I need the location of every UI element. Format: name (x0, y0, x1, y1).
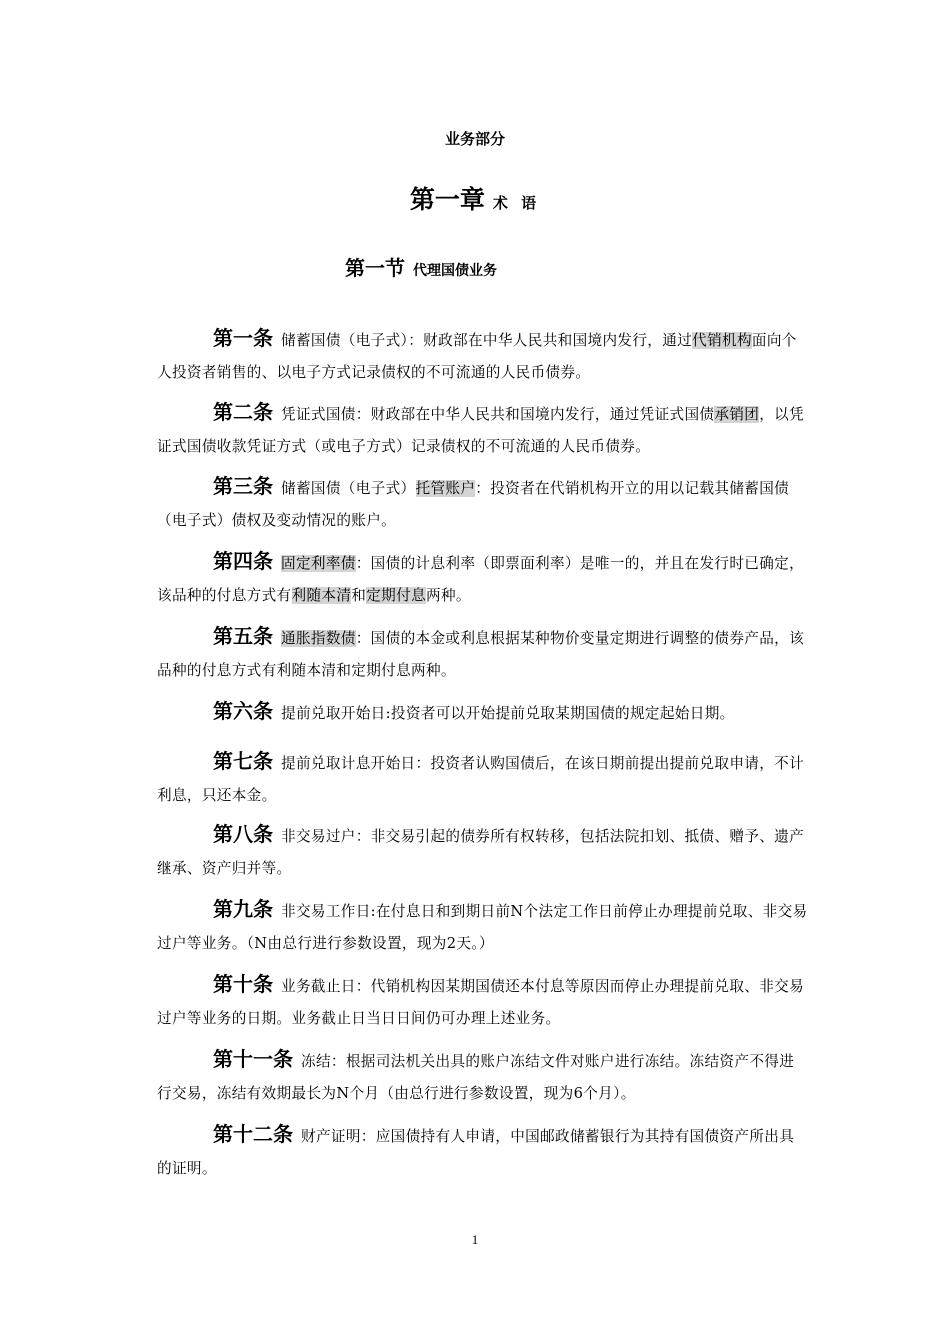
highlighted-term: 通胀指数债 (281, 630, 356, 647)
highlighted-term: 托管账户 (415, 480, 476, 497)
article-text: 冻结：根据司法机关出具的账户冻结文件对账户进行冻结。冻结资产不得进行交易，冻结有效期最长为N个月（由总行进行参数设置，现为6个月）。 (157, 1053, 795, 1102)
article-2 (157, 396, 809, 463)
article-text: ：国债的本金或利息根据某种物价变量定期进行调整的债券产品，该品种的付息方式有利随本清和定期付息两种。 (157, 630, 805, 679)
article-text: 两种。 (426, 587, 471, 604)
chapter-number: 第一章 (409, 185, 485, 214)
article-text: 业务截止日：代销机构因某期国债还本付息等原因而停止办理提前兑取、非交易过户等业务的日期。业务截止日当日日间仍可办理上述业务。 (157, 978, 805, 1027)
article-number: 第五条 (213, 624, 273, 648)
highlighted-term: 承销团 (714, 406, 760, 423)
highlighted-term: 定期付息 (366, 587, 427, 604)
article-text: 储蓄国债（电子式）：财政部在中华人民共和国境内发行，通过 (281, 332, 693, 349)
article-text: 面向个人投资者销售的、以电子方式记录债权的不可流通的人民币债券。 (157, 332, 797, 381)
article-text: ，以凭证式国债收款凭证方式（或电子方式）记录债权的不可流通的人民币债券。 (157, 406, 805, 455)
article-text: 财产证明：应国债持有人申请，中国邮政储蓄银行为其持有国债资产所出具的证明。 (157, 1128, 795, 1177)
article-text: 非交易工作日:在付息日和到期日前N个法定工作日前停止办理提前兑取、非交易过户等业务。（N由总行进行参数设置，现为2天。） (157, 903, 808, 952)
article-number: 第四条 (213, 549, 273, 573)
highlighted-term: 固定利率债 (281, 555, 356, 572)
article-text: ：投资者在代销机构开立的用以记载其储蓄国债（电子式）债权及变动情况的账户。 (157, 480, 790, 529)
article-text: 非交易过户：非交易引起的债券所有权转移，包括法院扣划、抵债、赠予、遗产继承、资产归并等。 (157, 828, 805, 877)
section-number: 第一节 (345, 256, 405, 280)
section-title: 代理国债业务 (413, 263, 497, 279)
article-11 (157, 1043, 809, 1110)
page-number: 1 (471, 1232, 479, 1247)
article-10 (157, 968, 809, 1035)
article-number: 第二条 (213, 400, 273, 424)
article-9 (157, 893, 809, 960)
article-text: 提前兑取开始日:投资者可以开始提前兑取某期国债的规定起始日期。 (281, 705, 735, 722)
article-text: 储蓄国债（电子式） (281, 480, 416, 497)
article-3 (157, 470, 809, 537)
chapter-heading (0, 180, 950, 216)
chapter-title: 术 语 (492, 194, 541, 212)
section-heading (345, 252, 497, 281)
article-text: 和 (351, 587, 367, 604)
article-number: 第七条 (213, 749, 273, 773)
article-number: 第十条 (213, 972, 273, 996)
highlighted-term: 代销机构 (692, 332, 752, 349)
article-8 (157, 818, 809, 885)
article-5 (157, 620, 809, 687)
highlighted-term: 利随本清 (291, 587, 352, 604)
article-number: 第六条 (213, 699, 273, 723)
article-1 (157, 322, 809, 389)
article-text: 凭证式国债：财政部在中华人民共和国境内发行，通过凭证式国债 (281, 406, 715, 423)
article-number: 第十二条 (213, 1122, 293, 1146)
article-7 (157, 745, 809, 812)
article-number: 第九条 (213, 897, 273, 921)
article-number: 第十一条 (213, 1047, 293, 1071)
article-4 (157, 545, 809, 612)
part-title: 业务部分 (444, 130, 505, 148)
article-text: 提前兑取计息开始日：投资者认购国债后，在该日期前提出提前兑取申请，不计利息，只还本金。 (157, 755, 805, 804)
article-12 (157, 1118, 809, 1185)
article-number: 第八条 (213, 822, 273, 846)
article-number: 第一条 (213, 326, 273, 350)
article-number: 第三条 (213, 474, 273, 498)
article-text: ：国债的计息利率（即票面利率）是唯一的，并且在发行时已确定，该品种的付息方式有 (157, 555, 805, 604)
article-6 (157, 695, 809, 730)
